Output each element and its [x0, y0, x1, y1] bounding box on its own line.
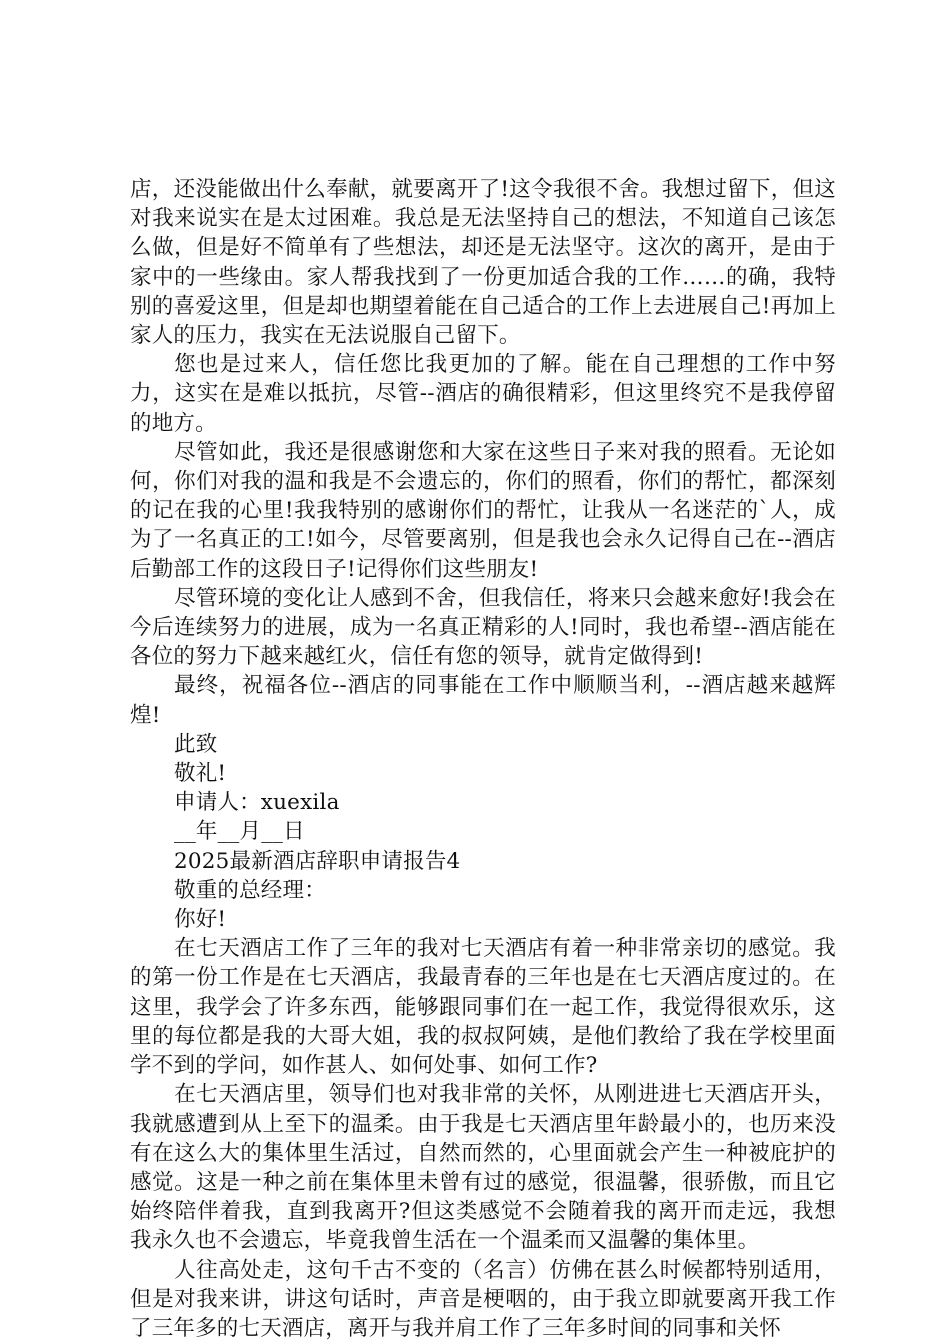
- addressee-line: 敬重的总经理：: [174, 877, 326, 903]
- applicant-line: 申请人：xuexila: [174, 790, 340, 816]
- greeting-line: 你好!: [174, 907, 227, 933]
- date-line: __年__月__日: [174, 819, 305, 845]
- body-paragraph: 最终，祝福各位--酒店的同事能在工作中顺顺当利，--酒店越来越辉煌!: [130, 673, 836, 728]
- body-paragraph: 尽管环境的变化让人感到不舍，但我信任，将来只会越来愈好!我会在今后连续努力的进展，成为一名真正精彩的人!同时，我也希望--酒店能在各位的努力下越来越红火，信任有您的领导，就肯定做得到!: [130, 585, 836, 670]
- section-title: 2025最新酒店辞职申请报告4: [174, 848, 461, 874]
- body-paragraph: 您也是过来人，信任您比我更加的了解。能在自己理想的工作中努力，这实在是难以抵抗，尽管--酒店的确很精彩，但这里终究不是我停留的地方。: [130, 352, 836, 436]
- regards-line: 敬礼!: [174, 761, 227, 787]
- body-paragraph: 在七天酒店工作了三年的我对七天酒店有着一种非常亲切的感觉。我的第一份工作是在七天酒店，我最青春的三年也是在七天酒店度过的。在这里，我学会了许多东西，能够跟同事们在一起工作，我觉得很欢乐，这里的每位都是我的大哥大姐，我的叔叔阿姨，是他们教给了我在学校里面学不到的学问，如作甚人、如何处事、如何工作?: [130, 936, 836, 1079]
- body-paragraph: 店，还没能做出什么奉献，就要离开了!这令我很不舍。我想过留下，但这对我来说实在是太过困难。我总是无法坚持自己的想法，不知道自己该怎么做，但是好不简单有了些想法，却还是无法坚守。这次的离开，是由于家中的一些缘由。家人帮我找到了一份更加适合我的工作……的确，我特别的喜爱这里，但是却也期望着能在自己适合的工作上去进展自己!再加上家人的压力，我实在无法说服自己留下。: [130, 177, 836, 349]
- body-paragraph: 人往高处走，这句千古不变的（名言）仿佛在甚么时候都特别适用，但是对我来讲，讲这句话时，声音是梗咽的，由于我立即就要离开我工作了三年多的七天酒店，离开与我并肩工作了三年多时间的同事和关怀: [130, 1257, 836, 1341]
- salutation-line: 此致: [174, 731, 218, 757]
- document-page: [130, 175, 836, 1343]
- body-paragraph: 在七天酒店里，领导们也对我非常的关怀，从刚进进七天酒店开头，我就感遭到从上至下的温柔。由于我是七天酒店里年龄最小的，也历来没有在这么大的集体里生活过，自然而然的，心里面就会产生一种被庇护的感觉。这是一种之前在集体里未曾有过的感觉，很温馨，很骄傲，而且它始终陪伴着我，直到我离开?但这类感觉不会随着我的离开而走远，我想我永久也不会遗忘，毕竟我曾生活在一个温柔而又温馨的集体里。: [130, 1082, 836, 1254]
- body-paragraph: 尽管如此，我还是很感谢您和大家在这些日子来对我的照看。无论如何，你们对我的温和我是不会遗忘的，你们的照看，你们的帮忙，都深刻的记在我的心里!我我特别的感谢你们的帮忙，让我从一名迷茫的`人，成为了一名真正的工!如今，尽管要离别，但是我也会永久记得自己在--酒店后勤部工作的这段日子!记得你们这些朋友!: [130, 439, 836, 582]
